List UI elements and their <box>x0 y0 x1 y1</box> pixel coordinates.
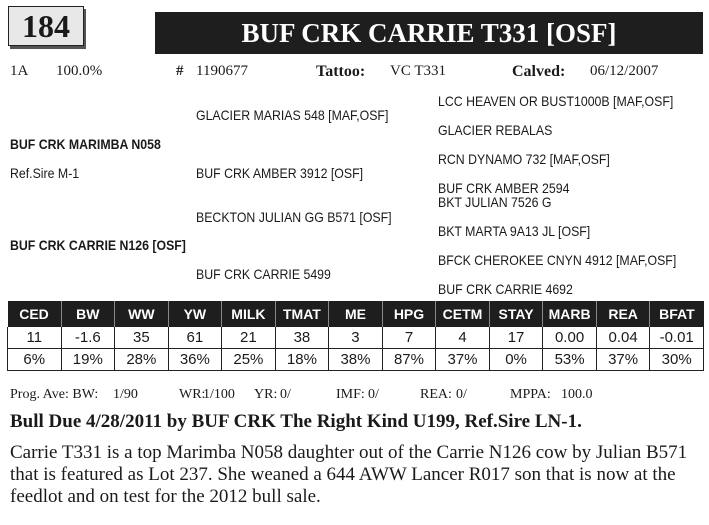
calved-label: Calved: <box>512 63 566 80</box>
epd-percentile: 0% <box>489 349 543 371</box>
prog-rea-value: 0/ <box>456 387 467 402</box>
registration-type: 1A <box>10 63 29 79</box>
prog-mppa-label: MPPA: <box>510 387 551 402</box>
epd-value: 0.00 <box>543 327 597 349</box>
epd-header: CETM <box>436 301 490 327</box>
epd-percentile: 25% <box>222 349 276 371</box>
sire-ref: Ref.Sire M-1 <box>10 165 80 181</box>
dam-sire-sire: BKT JULIAN 7526 G <box>438 194 552 210</box>
sire-dam-dam: BUF CRK AMBER 2594 <box>438 180 570 196</box>
epd-percentile: 18% <box>275 349 329 371</box>
epd-values-row <box>8 327 704 349</box>
dam-dam-dam: BUF CRK CARRIE 4692 <box>438 281 573 297</box>
prog-imf-value: 0/ <box>368 387 379 402</box>
epd-value: 61 <box>168 327 222 349</box>
epd-value: 17 <box>489 327 543 349</box>
epd-value: 3 <box>329 327 383 349</box>
epd-header: WW <box>115 301 169 327</box>
epd-percentile: 19% <box>61 349 115 371</box>
epd-header: MARB <box>543 301 597 327</box>
epd-header: REA <box>596 301 650 327</box>
dam-name: BUF CRK CARRIE N126 [OSF] <box>10 237 186 253</box>
sire-sire-sire: LCC HEAVEN OR BUST1000B [MAF,OSF] <box>438 93 674 109</box>
epd-value: -1.6 <box>61 327 115 349</box>
epd-value: 11 <box>8 327 62 349</box>
prog-mppa-value: 100.0 <box>561 387 593 402</box>
epd-value: -0.01 <box>650 327 704 349</box>
sire-sire: GLACIER MARIAS 548 [MAF,OSF] <box>196 107 389 123</box>
dam-sire: BECKTON JULIAN GG B571 [OSF] <box>196 209 392 225</box>
epd-percentile: 37% <box>596 349 650 371</box>
epd-header: CED <box>8 301 62 327</box>
epd-header: YW <box>168 301 222 327</box>
reg-label: # <box>176 63 184 79</box>
prog-rea-label: REA: <box>420 387 452 402</box>
prog-bw-value: 1/90 <box>113 387 138 402</box>
sire-dam: BUF CRK AMBER 3912 [OSF] <box>196 165 364 181</box>
epd-percentile: 87% <box>382 349 436 371</box>
epd-percentile: 6% <box>8 349 62 371</box>
tattoo-value: VC T331 <box>390 63 446 79</box>
description: Carrie T331 is a top Marimba N058 daughter out of the Carrie N126 cow by Julian B571 that is featured as Lot 237. She weaned a 644 AWW Lancer R017 son that is now at the feedlot and on test for the 2012 bull sale. <box>10 442 688 507</box>
calved-date: 06/12/2007 <box>590 63 659 79</box>
epd-percentile: 53% <box>543 349 597 371</box>
epd-header: STAY <box>489 301 543 327</box>
sire-dam-sire: RCN DYNAMO 732 [MAF,OSF] <box>438 151 610 167</box>
epd-header-row <box>8 301 704 327</box>
registration-number: 1190677 <box>196 63 248 79</box>
lot-number: 184 <box>8 6 84 46</box>
epd-value: 21 <box>222 327 276 349</box>
epd-header: BFAT <box>650 301 704 327</box>
tattoo-label: Tattoo: <box>316 63 366 80</box>
epd-table <box>7 301 704 371</box>
epd-percentile: 38% <box>329 349 383 371</box>
epd-percentile: 37% <box>436 349 490 371</box>
prog-yr-label: YR: <box>254 387 278 402</box>
epd-header: HPG <box>382 301 436 327</box>
prog-imf-label: IMF: <box>336 387 365 402</box>
epd-percentile-row <box>8 349 704 371</box>
sire-name: BUF CRK MARIMBA N058 <box>10 136 161 152</box>
epd-header: TMAT <box>275 301 329 327</box>
prog-wr-value: 1/100 <box>203 387 235 402</box>
epd-percentile: 36% <box>168 349 222 371</box>
sire-sire-dam: GLACIER REBALAS <box>438 122 553 138</box>
epd-percentile: 30% <box>650 349 704 371</box>
dam-dam-sire: BFCK CHEROKEE CNYN 4912 [MAF,OSF] <box>438 252 677 268</box>
epd-header: BW <box>61 301 115 327</box>
dam-sire-dam: BKT MARTA 9A13 JL [OSF] <box>438 223 591 239</box>
epd-percentile: 28% <box>115 349 169 371</box>
epd-value: 4 <box>436 327 490 349</box>
animal-name-banner: BUF CRK CARRIE T331 [OSF] <box>155 12 703 54</box>
percent-value: 100.0% <box>56 63 103 79</box>
prog-wr-label: WR: <box>179 387 206 402</box>
epd-value: 38 <box>275 327 329 349</box>
epd-header: ME <box>329 301 383 327</box>
bull-due-line: Bull Due 4/28/2011 by BUF CRK The Right Kind U199, Ref.Sire LN-1. <box>10 411 582 432</box>
prog-yr-value: 0/ <box>280 387 291 402</box>
prog-bw-label: Prog. Ave: BW: <box>10 387 99 402</box>
epd-value: 35 <box>115 327 169 349</box>
epd-value: 7 <box>382 327 436 349</box>
epd-value: 0.04 <box>596 327 650 349</box>
epd-header: MILK <box>222 301 276 327</box>
dam-dam: BUF CRK CARRIE 5499 <box>196 266 331 282</box>
